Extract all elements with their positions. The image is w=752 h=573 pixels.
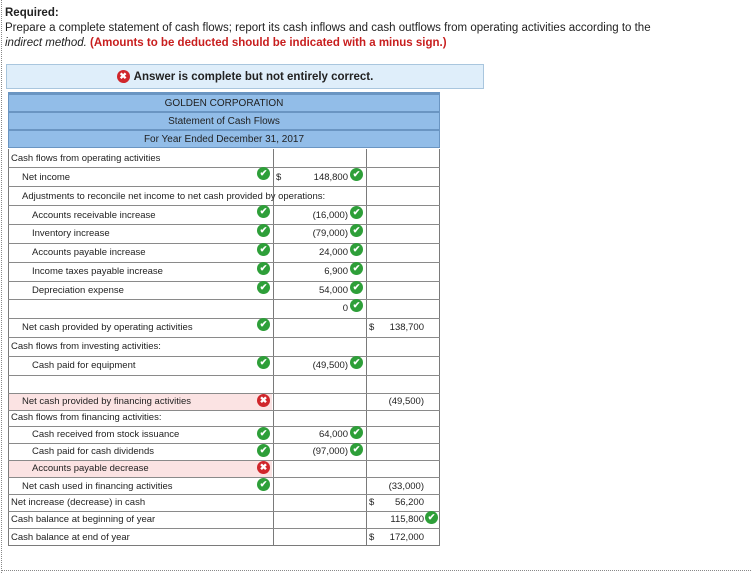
row-line [8,375,440,376]
end-cash-dollar: $ [369,532,375,543]
check-icon: ✔ [350,262,363,275]
investing-net-label[interactable]: Net cash provided by financing activities [22,396,191,407]
row-line [8,511,440,512]
check-icon: ✔ [257,427,270,440]
row-line [8,426,440,427]
required-line1: Prepare a complete statement of cash flows; report its cash inflows and cash outflows from operating activities according to the [5,22,651,34]
investing-net-value[interactable]: (49,500) [388,396,424,407]
stock-value[interactable]: 64,000 [318,429,348,440]
cross-icon: ✖ [257,394,270,407]
bottom-dotted-rule [1,570,751,571]
row-line [8,224,440,225]
row-line [8,494,440,495]
begin-cash-label: Cash balance at beginning of year [11,514,156,525]
row-line [8,186,440,187]
depreciation-value[interactable]: 54,000 [318,285,348,296]
tax-label[interactable]: Income taxes payable increase [32,266,163,277]
check-icon: ✔ [425,511,438,524]
blank-row-value[interactable]: 0 [342,303,348,314]
row-line [8,477,440,478]
statement-title: Statement of Cash Flows [8,112,440,130]
inventory-label[interactable]: Inventory increase [32,228,110,239]
op-net-label[interactable]: Net cash provided by operating activities [22,322,193,333]
financing-net-label[interactable]: Net cash used in financing activities [22,481,173,492]
inventory-value[interactable]: (79,000) [312,228,348,239]
net-change-dollar: $ [369,497,375,508]
check-icon: ✔ [257,356,270,369]
dividends-value[interactable]: (97,000) [312,446,348,457]
check-icon: ✔ [257,167,270,180]
row-line [8,299,440,300]
row-line [8,281,440,282]
check-icon: ✔ [257,224,270,237]
equipment-value[interactable]: (49,500) [312,360,348,371]
check-icon: ✔ [350,168,363,181]
row-line [8,460,440,461]
company-name: GOLDEN CORPORATION [8,94,440,112]
statement-period: For Year Ended December 31, 2017 [8,130,440,148]
instructions [5,6,651,51]
cross-icon: ✖ [257,461,270,474]
required-method: indirect method. [5,37,87,49]
check-icon: ✔ [350,281,363,294]
investing-section-title: Cash flows from investing activities: [11,341,161,352]
row-line [8,356,440,357]
ap-decrease-label[interactable]: Accounts payable decrease [32,463,149,474]
tax-value[interactable]: 6,900 [324,266,348,277]
net-income-dollar: $ [276,172,282,183]
financing-section-title: Cash flows from financing activities: [11,412,162,423]
net-income-value[interactable]: 148,800 [313,172,348,183]
left-dotted-rule [1,0,2,573]
operating-section-title: Cash flows from operating activities [11,153,161,164]
incorrect-icon: ✖ [117,70,130,83]
check-icon: ✔ [257,318,270,331]
net-change-label: Net increase (decrease) in cash [11,497,146,508]
op-net-dollar: $ [369,322,375,333]
ap-label[interactable]: Accounts payable increase [32,247,146,258]
net-income-label[interactable]: Net income [22,172,71,183]
adjustments-label: Adjustments to reconcile net income to net cash provided by operations: [22,191,326,202]
ap-value[interactable]: 24,000 [318,247,348,258]
row-line [8,243,440,244]
ar-value[interactable]: (16,000) [312,210,348,221]
check-icon: ✔ [350,206,363,219]
ar-label[interactable]: Accounts receivable increase [32,210,156,221]
row-line [8,205,440,206]
row-line [8,262,440,263]
required-title: Required: [5,7,59,19]
result-banner [6,64,484,89]
dividends-label[interactable]: Cash paid for cash dividends [32,446,154,457]
financing-net-value[interactable]: (33,000) [388,481,424,492]
check-icon: ✔ [350,224,363,237]
check-icon: ✔ [257,478,270,491]
check-icon: ✔ [350,356,363,369]
check-icon: ✔ [350,243,363,256]
required-note: (Amounts to be deducted should be indicated with a minus sign.) [90,37,447,49]
column-divider [273,149,274,546]
row-line [8,528,440,529]
row-line [8,410,440,411]
banner-text: Answer is complete but not entirely correct. [133,70,374,83]
check-icon: ✔ [257,262,270,275]
end-cash-value[interactable]: 172,000 [389,532,424,543]
row-line [8,443,440,444]
check-icon: ✔ [350,426,363,439]
check-icon: ✔ [257,281,270,294]
row-line [8,318,440,319]
check-icon: ✔ [257,444,270,457]
check-icon: ✔ [350,443,363,456]
end-cash-label: Cash balance at end of year [11,532,130,543]
op-net-value[interactable]: 138,700 [389,322,424,333]
check-icon: ✔ [350,299,363,312]
stock-label[interactable]: Cash received from stock issuance [32,429,180,440]
depreciation-label[interactable]: Depreciation expense [32,285,124,296]
row-line [8,393,440,394]
column-divider [366,149,367,546]
net-change-value[interactable]: 56,200 [394,497,424,508]
begin-cash-value[interactable]: 115,800 [390,514,424,525]
row-line [8,167,440,168]
check-icon: ✔ [257,243,270,256]
check-icon: ✔ [257,205,270,218]
equipment-label[interactable]: Cash paid for equipment [32,360,136,371]
row-line [8,337,440,338]
